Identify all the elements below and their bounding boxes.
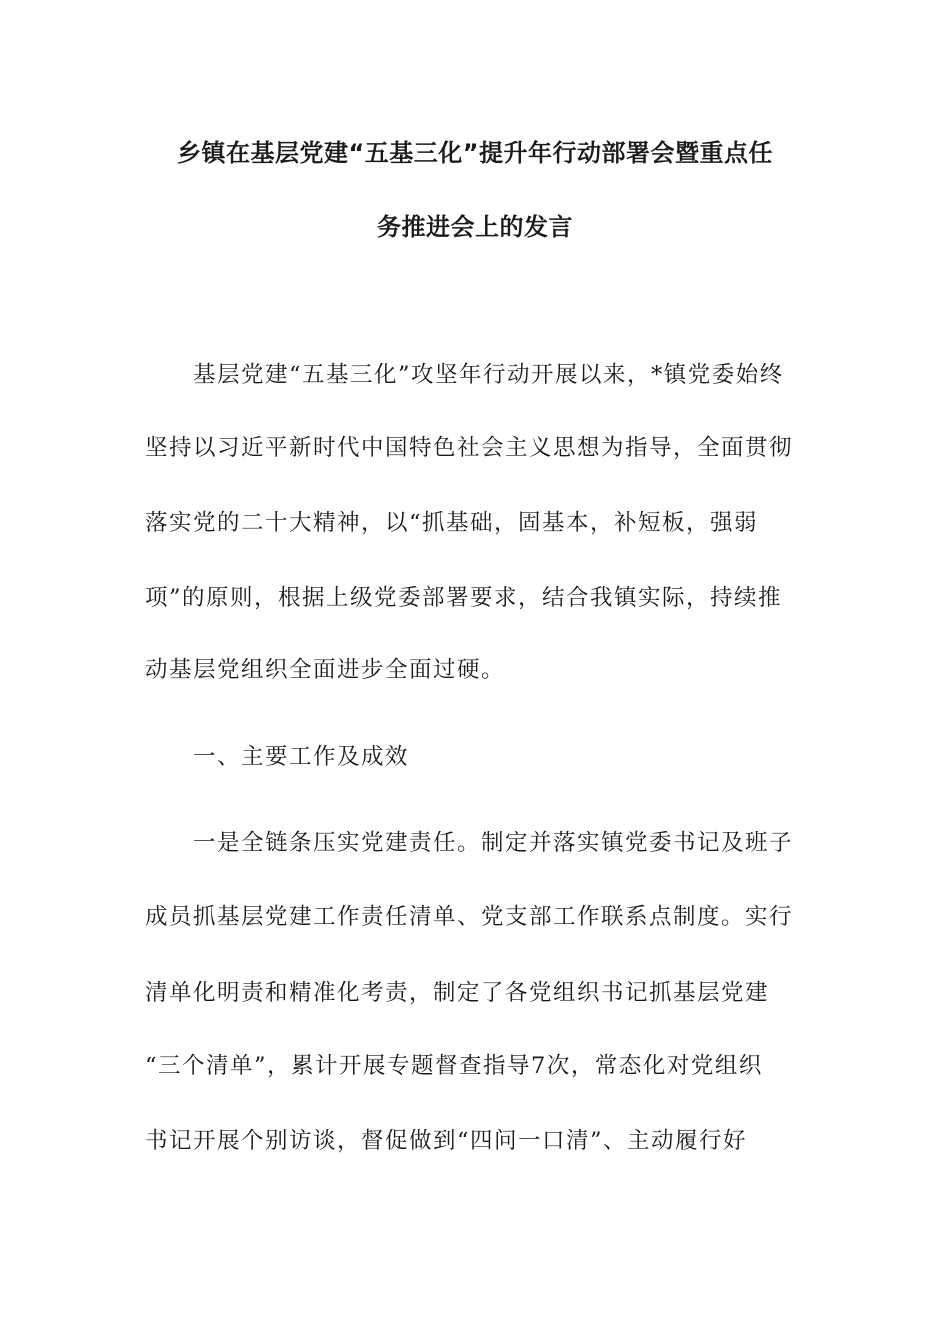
paragraph-line: “三个清单”，累计开展专题督查指导7次，常态化对党组织 xyxy=(145,1053,763,1079)
document-title-line-2: 务推进会上的发言 xyxy=(377,213,573,241)
paragraph-line: 项”的原则，根据上级党委部署要求，结合我镇实际，持续推 xyxy=(145,585,783,611)
paragraph-line: 坚持以习近平新时代中国特色社会主义思想为指导，全面贯彻 xyxy=(145,435,794,461)
paragraph-line: 清单化明责和精准化考责，制定了各党组织书记抓基层党建 xyxy=(145,980,770,1006)
paragraph-line: 成员抓基层党建工作责任清单、党支部工作联系点制度。实行 xyxy=(145,904,794,930)
paragraph-line: 一是全链条压实党建责任。制定并落实镇党委书记及班子 xyxy=(193,830,794,856)
paragraph-line: 基层党建“五基三化”攻坚年行动开展以来，*镇党委始终 xyxy=(193,362,784,388)
section-heading: 一、主要工作及成效 xyxy=(193,744,410,770)
paragraph-line: 动基层党组织全面进步全面过硬。 xyxy=(145,657,506,683)
paragraph-line: 书记开展个别访谈，督促做到“四问一口清”、主动履行好 xyxy=(145,1128,748,1154)
document-title-line-1: 乡镇在基层党建“五基三化”提升年行动部署会暨重点任 xyxy=(176,139,774,167)
paragraph-line: 落实党的二十大精神，以“抓基础，固基本，补短板，强弱 xyxy=(145,510,759,536)
